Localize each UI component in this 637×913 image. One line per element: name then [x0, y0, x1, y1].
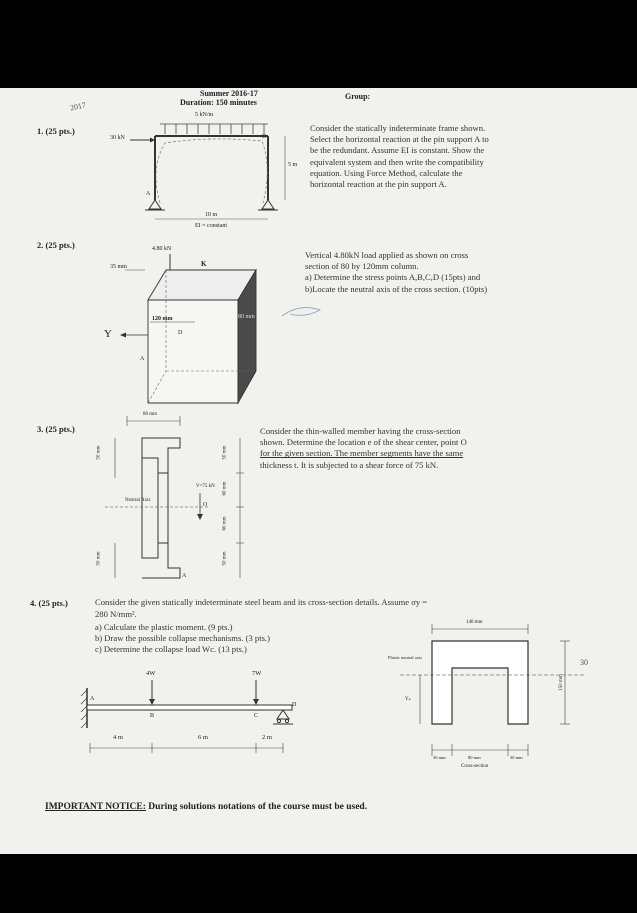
- q4-yp-label: Yₚ: [405, 697, 411, 702]
- q2-line: a) Determine the stress points A,B,C,D (15pts) and: [305, 272, 481, 283]
- header-term: Summer 2016-17: [200, 89, 258, 98]
- q2-point-k: K: [201, 260, 207, 268]
- q4-label: 4. (25 pts.): [30, 598, 68, 608]
- q4-stress: 280 N/mm².: [95, 609, 137, 619]
- q4-section-height: 150 mm: [558, 674, 564, 691]
- q2-dim-top: 120 mm: [152, 316, 173, 322]
- q3-line: for the given section. The member segments have the same: [260, 448, 464, 459]
- q3-line: shown. Determine the location e of the shear center, point O: [260, 437, 467, 448]
- q4-roller-support: [277, 710, 289, 719]
- q4-load-4w: 4W: [146, 670, 156, 677]
- q1-span-label: 10 m: [205, 212, 218, 218]
- q2-line: section of 80 by 120mm column.: [305, 261, 419, 272]
- q2-load-label: 4.80 kN: [152, 246, 172, 252]
- q4-point-d: D: [292, 702, 297, 708]
- q4-part: a) Calculate the plastic moment. (9 pts.): [95, 622, 233, 632]
- q4-bottom-dim-3: 30 mm: [510, 755, 523, 760]
- q4-span-1: 4 m: [113, 734, 123, 741]
- q4-bottom-dim-2: 80 mm: [468, 755, 481, 760]
- q3-dim-right-4: 50 mm: [222, 551, 228, 566]
- q3-dim-left-lower: 50 mm: [96, 551, 102, 566]
- q3-point-o: O: [203, 502, 208, 508]
- q4-load-7w: 7W: [252, 670, 262, 677]
- header-duration: Duration: 150 minutes: [180, 98, 257, 107]
- q1-label: 1. (25 pts.): [37, 126, 75, 136]
- q1-line: Select the horizontal reaction at the pin support A to: [310, 134, 489, 145]
- q3-neutral-axis-label: Neutral Axis: [125, 498, 151, 503]
- q3-line: Consider the thin-walled member having the cross-section: [260, 426, 461, 436]
- q1-point-a: A: [146, 191, 151, 197]
- q4-point-c: C: [254, 713, 259, 719]
- q4-span-3: 2 m: [262, 734, 272, 741]
- q4-bottom-dim-1: 30 mm: [433, 755, 446, 760]
- q4-part: b) Draw the possible collapse mechanisms. (3 pts.): [95, 633, 270, 644]
- q1-point-load-label: 30 kN: [110, 135, 125, 141]
- q4-plastic-axis-label: Plastic neutral axis: [388, 655, 422, 660]
- q1-ei-label: EI = constant: [195, 223, 228, 229]
- margin-mark: 2017: [69, 100, 87, 113]
- q3-dim-left-upper: 50 mm: [96, 445, 102, 460]
- q2-label: 2. (25 pts.): [37, 240, 75, 250]
- q3-line: thickness t. It is subjected to a shear force of 75 kN.: [260, 459, 439, 470]
- header-group: Group:: [345, 92, 371, 101]
- q2-line: Vertical 4.80kN load applied as shown on cross: [305, 250, 469, 260]
- q3-dim-right-3: 60 mm: [222, 516, 228, 531]
- q4-intro: Consider the given statically indeterminate steel beam and its cross-section details. Assume σy =: [95, 597, 428, 607]
- q4-cross-section: [432, 641, 528, 724]
- q2-point-a: A: [140, 356, 145, 362]
- q4-section-flange: 30: [580, 658, 588, 667]
- q1-point-d: D: [262, 134, 267, 140]
- q3-dim-top: 80 mm: [143, 412, 158, 417]
- important-notice: [45, 802, 367, 812]
- q1-line: be the redundant. Assume EI is constant. Show the: [310, 145, 485, 156]
- q4-point-b: B: [150, 713, 155, 719]
- q4-section-caption: Cross-section: [461, 764, 489, 769]
- q3-force-label: V=75 kN: [196, 484, 215, 489]
- q1-dist-load-label: 5 kN/m: [195, 112, 214, 118]
- q1-line: horizontal reaction at the pin support A.: [310, 179, 447, 190]
- q1-line: Consider the statically indeterminate frame shown.: [310, 123, 486, 133]
- notice-title: IMPORTANT NOTICE:: [45, 802, 146, 812]
- q3-dim-right-1: 50 mm: [222, 445, 228, 460]
- q3-label: 3. (25 pts.): [37, 424, 75, 434]
- exam-sheet: [0, 88, 637, 854]
- q3-dim-right-2: 60 mm: [222, 481, 228, 496]
- q4-point-a: A: [90, 696, 95, 702]
- q2-line: b)Locate the neutral axis of the cross section. (10pts): [305, 283, 488, 294]
- q4-span-2: 6 m: [198, 734, 208, 741]
- q3-point-a: A: [182, 573, 187, 579]
- q1-line: equivalent system and then write the compatibility: [310, 156, 484, 167]
- q2-dim-left: 35 mm: [110, 264, 127, 270]
- q2-dim-right: 80 mm: [238, 314, 255, 320]
- notice-text: During solutions notations of the course must be used.: [145, 802, 368, 812]
- q1-height-label: 5 m: [288, 162, 298, 168]
- q4-section-width: 140 mm: [466, 620, 483, 625]
- q2-point-d: D: [178, 330, 183, 336]
- q2-axis-y: Y: [104, 328, 112, 340]
- q4-beam-figure: [0, 88, 637, 854]
- q1-line: equation. Using Force Method, calculate the: [310, 167, 463, 178]
- q4-beam: [87, 705, 292, 710]
- q4-part: c) Determine the collapse load Wc. (13 pts.): [95, 644, 247, 655]
